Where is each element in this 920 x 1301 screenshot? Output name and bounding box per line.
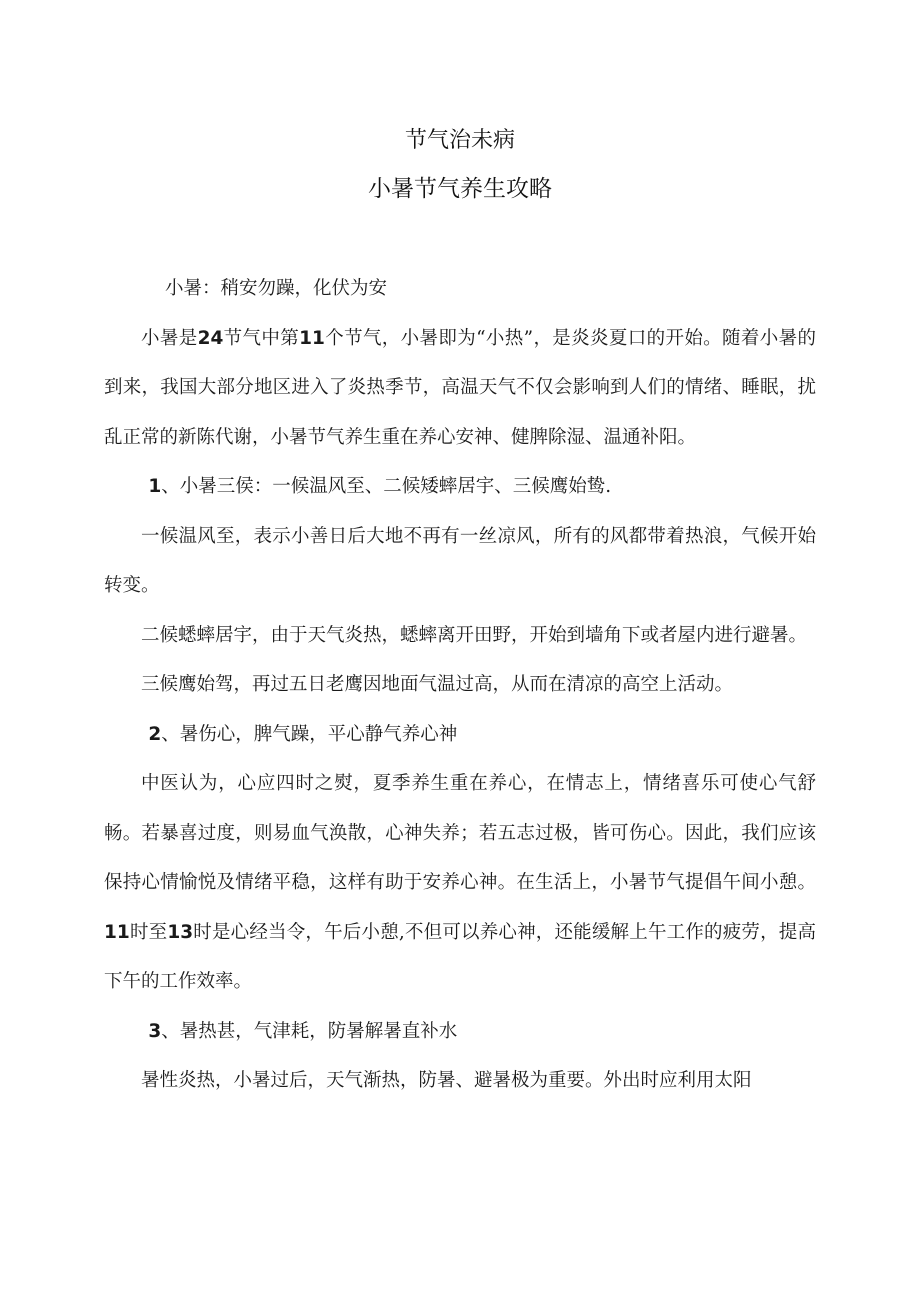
intro-line-text: 小暑：稍安勿躁，化伏为安 <box>165 278 388 299</box>
paragraph-third-pentad <box>104 660 816 710</box>
text-run: 节气中第 <box>223 327 300 349</box>
section-heading-2 <box>104 710 816 760</box>
number-run: 11 <box>299 327 325 349</box>
document-body <box>104 264 816 1106</box>
text-run: 时至 <box>129 921 168 943</box>
intro-line <box>104 264 816 314</box>
section-number: 3 <box>148 1020 162 1042</box>
number-run: 24 <box>197 327 224 349</box>
text-run: 二候蟋蟀居宇，由于天气炎热，蟋蟀离开田野，开始到墙角下或者屋内进行避暑。 <box>141 624 808 646</box>
section-number: 2 <box>148 723 162 745</box>
section-heading-text: 、小暑三侯：一候温风至、二候矮蟀居宇、三候鹰始鸷. <box>161 476 612 497</box>
text-run: 时是心经当令，午后小憩,不但可以养心神，还能缓解上午工作的疲劳，提高下午的工作效率。 <box>104 921 816 992</box>
paragraph-heat-prevention <box>104 1056 816 1106</box>
paragraph-overview <box>104 314 816 463</box>
section-heading-3 <box>104 1007 816 1057</box>
text-run: 小暑是 <box>141 327 198 349</box>
section-heading-text: 、暑伤心，脾气躁，平心静气养心神 <box>161 723 458 745</box>
text-run: 中医认为，心应四时之熨，夏季养生重在养心，在情志上，情绪喜乐可使心气舒畅。若暴喜过度，则易血气涣散，心神失养；若五志过极，皆可伤心。因此，我们应该保持心情愉悦及情绪平稳，这样有助于安养心神。在生活上，小暑节气提倡午间小憩。 <box>104 773 816 893</box>
text-run: 一候温风至，表示小善日后大地不再有一丝凉风，所有的风都带着热浪，气候开始转变。 <box>104 525 816 596</box>
text-run: 三候鹰始驾，再过五日老鹰因地面气温过高，从而在清凉的高空上活动。 <box>141 674 734 695</box>
paragraph-second-pentad <box>104 611 816 661</box>
document-title: 节气治未病 <box>404 128 515 153</box>
text-run: 个节气，小暑即为“小热”，是炎炎夏口的开始。随着小暑的到来，我国大部分地区进入了炎热季节，高温天气不仅会影响到人们的情绪、睡眠，扰乱正常的新陈代谢，小暑节气养生重在养心安神、健脾除湿、温通补阳。 <box>104 327 816 448</box>
document-subtitle: 小暑节气养生攻略 <box>368 176 552 202</box>
number-run: 11 <box>104 921 130 943</box>
number-run: 13 <box>167 921 194 943</box>
section-heading-1 <box>104 462 816 512</box>
section-number: 1 <box>148 476 162 497</box>
paragraph-first-pentad <box>104 512 816 611</box>
text-run: 暑性炎热，小暑过后，天气渐热，防暑、避暑极为重要。外出时应利用太阳 <box>141 1070 752 1091</box>
paragraph-heart-care <box>104 759 816 1007</box>
section-heading-text: 、暑热甚，气津耗，防暑解暑直补水 <box>161 1020 458 1042</box>
